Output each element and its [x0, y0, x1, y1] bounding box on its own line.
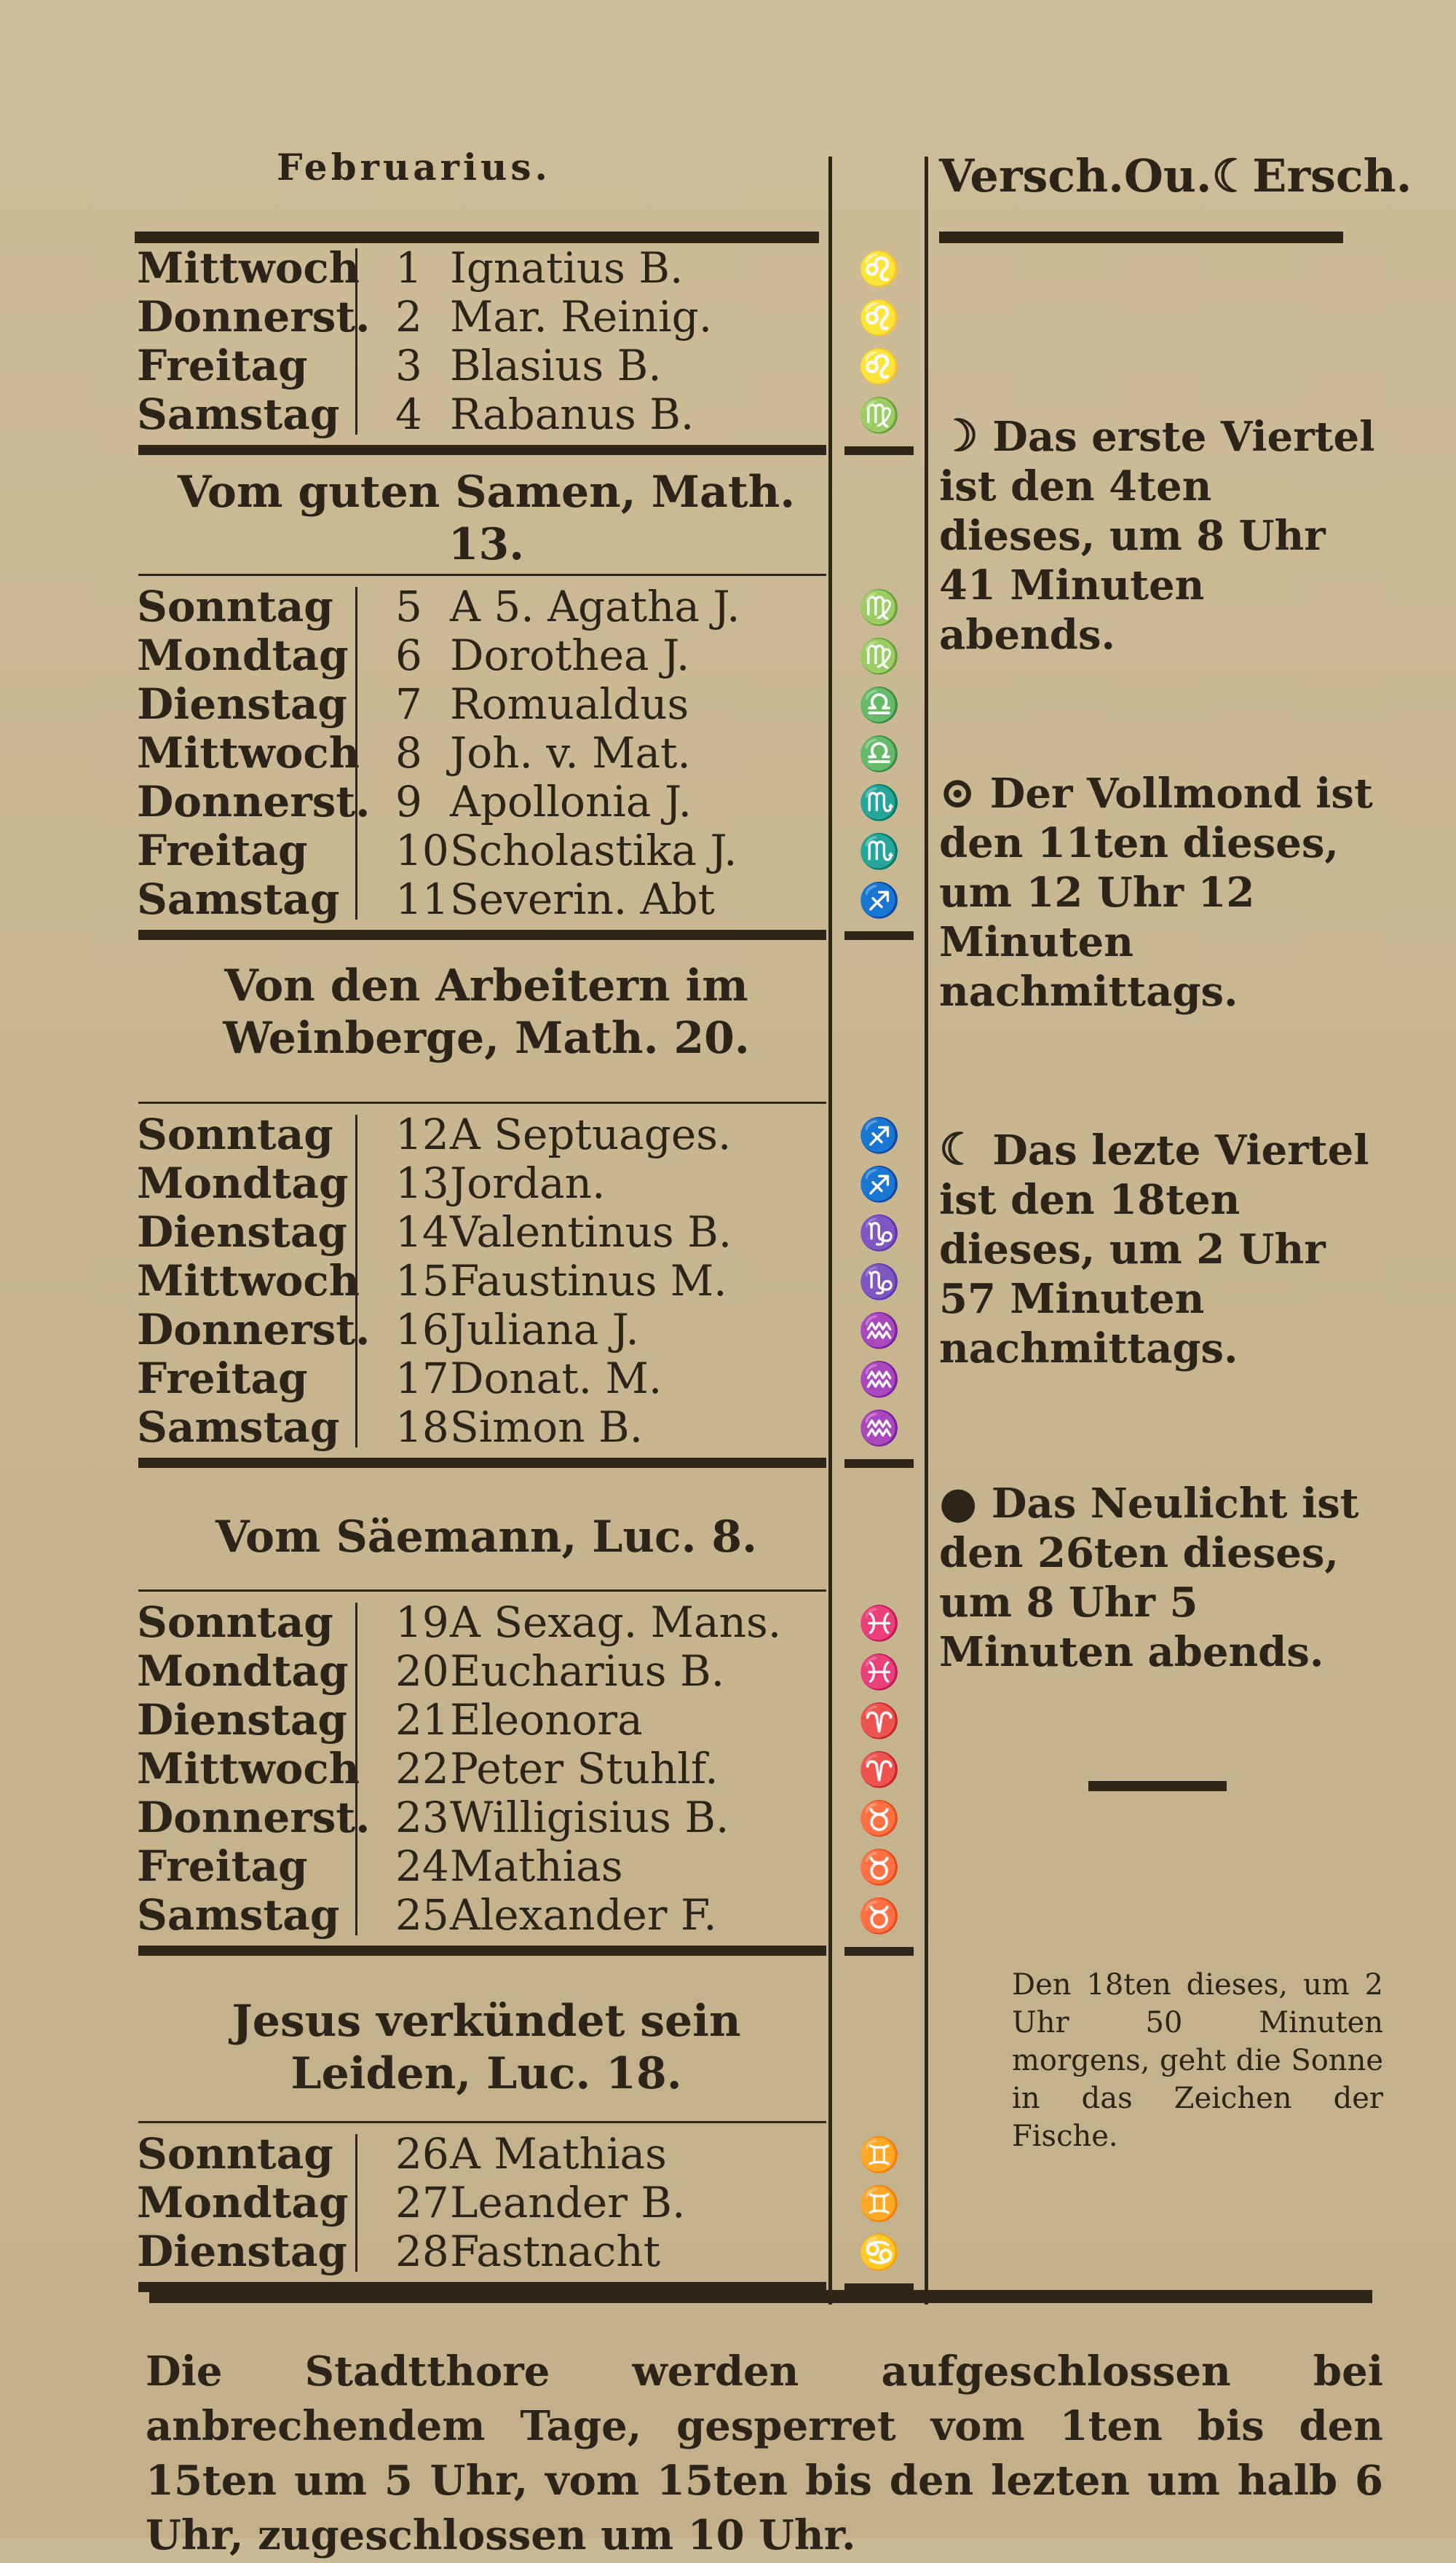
weekday-name: Sonntag [137, 582, 333, 631]
day-row [137, 1354, 828, 1403]
weekday-name: Samstag [137, 1890, 340, 1940]
day-row [137, 1208, 828, 1257]
day-row [137, 2227, 828, 2276]
zodiac-sign-icon: ♉ [858, 1896, 901, 1935]
saint-name: Rabanus B. [450, 390, 695, 439]
day-number: 13 [395, 1158, 449, 1208]
day-number: 12 [395, 1110, 449, 1159]
saint-name: Fastnacht [450, 2227, 661, 2276]
day-number: 2 [395, 292, 422, 341]
saint-name: Mathias [450, 1841, 623, 1891]
header-bar-left [135, 232, 819, 243]
zodiac-sign-icon: ♋ [858, 2232, 901, 2272]
full-moon-icon: ⊙ [939, 767, 976, 818]
zodiac-sign-icon: ♓ [858, 1652, 901, 1691]
saint-name: Valentinus B. [450, 1207, 732, 1257]
saint-name: Scholastika J. [450, 826, 737, 875]
day-row [137, 1257, 828, 1306]
zodiac-sign-icon: ♒ [858, 1311, 901, 1350]
week-block [137, 2130, 828, 2276]
zodiac-sign-icon: ♍ [858, 636, 901, 676]
saint-name: A Mathias [450, 2129, 667, 2179]
zodiac-sign-icon: ♓ [858, 1603, 901, 1643]
zodiac-sign-icon: ♍ [858, 588, 901, 627]
day-number: 21 [395, 1695, 449, 1745]
day-number: 28 [395, 2227, 449, 2276]
weekday-name: Mittwoch [137, 728, 360, 778]
saint-name: Juliana J. [450, 1305, 639, 1354]
week-block [137, 1110, 828, 1452]
new-moon-icon: ● [939, 1477, 978, 1528]
gospel-heading: Vom guten Samen, Math. 13. [177, 467, 796, 570]
gospel-underline [138, 2121, 826, 2123]
day-number: 26 [395, 2129, 449, 2179]
day-row [137, 1159, 828, 1208]
phase-text: Das lezte Viertel ist den 18ten dieses, um 2 Uhr 57 Minuten nachmittags. [939, 1126, 1369, 1373]
saint-name: Leander B. [450, 2178, 686, 2227]
day-row [137, 1842, 828, 1891]
day-row [137, 1891, 828, 1940]
day-row [137, 1110, 828, 1159]
weekday-name: Freitag [137, 1354, 308, 1403]
saint-name: A 5. Agatha J. [450, 582, 740, 631]
zodiac-sign-icon: ♌ [858, 249, 901, 288]
weekday-name: Dienstag [137, 1695, 347, 1745]
zodiac-sign-icon: ♎ [858, 734, 901, 773]
weekday-name: Dienstag [137, 1207, 347, 1257]
zodiac-sign-icon: ♊ [858, 2184, 901, 2223]
weekday-name: Dienstag [137, 679, 347, 729]
weekday-name: Dienstag [137, 2227, 347, 2276]
gospel-heading: Jesus verkündet sein Leiden, Luc. 18. [232, 1996, 741, 2099]
weekday-name: Mondtag [137, 1646, 349, 1696]
day-row [137, 341, 828, 390]
day-number: 11 [395, 874, 449, 924]
gospel-underline [138, 574, 826, 576]
phase-text: Das erste Viertel ist den 4ten dieses, um 8 Uhr 41 Minuten abends. [939, 413, 1375, 659]
phase-new-moon [939, 1478, 1376, 1677]
saint-name: A Septuages. [450, 1110, 732, 1159]
zodiac-sign-icon: ♎ [858, 685, 901, 724]
day-row [137, 1403, 828, 1452]
gospel-heading: Vom Säemann, Luc. 8. [215, 1512, 757, 1563]
saint-name: Apollonia J. [450, 777, 692, 826]
saint-name: Joh. v. Mat. [450, 728, 691, 778]
right-column-rule [925, 157, 928, 2305]
weekday-name: Freitag [137, 1841, 308, 1891]
gospel-underline [138, 1589, 826, 1592]
zodiac-sign-icon: ♈ [858, 1750, 901, 1789]
weekday-name: Mittwoch [137, 243, 360, 293]
saint-name: Ignatius B. [450, 243, 684, 293]
day-row [137, 582, 828, 631]
day-number: 4 [395, 390, 422, 439]
phase-last-quarter [939, 1125, 1376, 1373]
weekday-name: Donnerst. [137, 292, 371, 341]
weekday-name: Donnerst. [137, 1305, 371, 1354]
weekday-name: Samstag [137, 390, 340, 439]
gospel-underline [138, 1102, 826, 1104]
day-row [137, 244, 828, 293]
week-block [137, 244, 828, 439]
weekday-name: Sonntag [137, 2129, 333, 2179]
month-title: Februarius. [277, 146, 551, 189]
day-number: 18 [395, 1402, 449, 1452]
week-block [137, 582, 828, 924]
day-number: 16 [395, 1305, 449, 1354]
weekday-name: Mondtag [137, 631, 349, 680]
day-row [137, 729, 828, 778]
day-number: 9 [395, 777, 422, 826]
day-row [137, 1598, 828, 1647]
saint-name: Jordan. [450, 1158, 606, 1208]
footer-bar [149, 2290, 1372, 2303]
day-row [137, 1696, 828, 1745]
zodiac-sign-icon: ♏ [858, 832, 901, 871]
day-row [137, 1745, 828, 1793]
weekday-name: Donnerst. [137, 777, 371, 826]
week-end-bar [138, 445, 826, 455]
gospel-heading: Von den Arbeitern im Weinberge, Math. 20. [223, 960, 750, 1064]
weekday-name: Mittwoch [137, 1256, 360, 1306]
day-number: 7 [395, 679, 422, 729]
zodiac-sign-icon: ♉ [858, 1798, 901, 1838]
header-bar-right [939, 232, 1343, 243]
phase-first-quarter [939, 411, 1376, 660]
day-row [137, 390, 828, 439]
day-row [137, 293, 828, 341]
saint-name: Faustinus M. [450, 1256, 727, 1306]
phase-divider [1088, 1781, 1227, 1791]
day-row [137, 680, 828, 729]
week-block [137, 1598, 828, 1940]
day-row [137, 631, 828, 680]
day-number: 19 [395, 1598, 449, 1647]
saint-name: Eleonora [450, 1695, 643, 1745]
saint-name: Willigisius B. [450, 1793, 729, 1842]
zodiac-sign-icon: ♐ [858, 1164, 901, 1204]
saint-name: Blasius B. [450, 341, 662, 390]
zodiac-sign-icon: ♈ [858, 1701, 901, 1740]
saint-name: Alexander F. [450, 1890, 717, 1940]
saint-name: A Sexag. Mans. [450, 1598, 782, 1647]
weekday-name: Samstag [137, 874, 340, 924]
weekday-name: Mittwoch [137, 1744, 360, 1793]
day-number: 1 [395, 243, 422, 293]
city-gates-note: Die Stadtthore werden aufgeschlossen bei anbrechendem Tage, gesperret vom 1ten bis den 15ten um 5 Uhr, vom 15ten bis den lezten um halb 6 Uhr, zugeschlossen um 10 Uhr. [146, 2347, 1383, 2559]
zodiac-sign-icon: ♐ [858, 880, 901, 920]
phase-full-moon [939, 768, 1376, 1016]
sign-column-bar [844, 931, 914, 940]
day-number: 3 [395, 341, 422, 390]
zodiac-sign-icon: ♍ [858, 395, 901, 435]
zodiac-sign-icon: ♒ [858, 1408, 901, 1448]
sign-column-bar [844, 446, 914, 455]
day-row [137, 2130, 828, 2179]
moon-column-heading: Versch.Ou.☾Ersch. [939, 149, 1412, 202]
zodiac-sign-icon: ♒ [858, 1359, 901, 1399]
day-number: 5 [395, 582, 422, 631]
day-number: 10 [395, 826, 449, 875]
saint-name: Romualdus [450, 679, 689, 729]
saint-name: Severin. Abt [450, 874, 715, 924]
weekday-name: Mondtag [137, 2178, 349, 2227]
zodiac-sign-icon: ♌ [858, 298, 901, 337]
last-quarter-icon: ☾ [939, 1124, 978, 1175]
saint-name: Donat. M. [450, 1354, 662, 1403]
week-end-bar [138, 1946, 826, 1956]
day-number: 20 [395, 1646, 449, 1696]
day-row [137, 1793, 828, 1842]
zodiac-sign-icon: ♉ [858, 1847, 901, 1887]
day-number: 24 [395, 1841, 449, 1891]
phase-text: Der Vollmond ist den 11ten dieses, um 12 Uhr 12 Minuten nachmittags. [939, 770, 1373, 1016]
weekday-name: Sonntag [137, 1598, 333, 1647]
day-row [137, 826, 828, 875]
weekday-name: Donnerst. [137, 1793, 371, 1842]
weekday-name: Freitag [137, 826, 308, 875]
day-number: 17 [395, 1354, 449, 1403]
weekday-name: Sonntag [137, 1110, 333, 1159]
weekday-name: Mondtag [137, 1158, 349, 1208]
day-row [137, 778, 828, 826]
week-end-bar [138, 930, 826, 940]
day-number: 8 [395, 728, 422, 778]
day-row [137, 1647, 828, 1696]
week-end-bar [138, 1458, 826, 1468]
day-number: 14 [395, 1207, 449, 1257]
zodiac-sign-icon: ♏ [858, 783, 901, 822]
day-number: 23 [395, 1793, 449, 1842]
day-number: 22 [395, 1744, 449, 1793]
saint-name: Peter Stuhlf. [450, 1744, 719, 1793]
day-row [137, 2179, 828, 2227]
zodiac-sign-icon: ♊ [858, 2135, 901, 2174]
day-row [137, 1306, 828, 1354]
sign-column-bar [844, 1459, 914, 1468]
sun-entry-note: Den 18ten dieses, um 2 Uhr 50 Minuten morgens, geht die Sonne in das Zeichen der Fische. [1012, 1968, 1383, 2153]
zodiac-sign-icon: ♌ [858, 347, 901, 386]
zodiac-sign-icon: ♑ [858, 1213, 901, 1252]
saint-name: Eucharius B. [450, 1646, 724, 1696]
first-quarter-icon: ☽ [939, 411, 978, 462]
weekday-name: Freitag [137, 341, 308, 390]
day-number: 27 [395, 2178, 449, 2227]
day-row [137, 875, 828, 924]
saint-name: Simon B. [450, 1402, 644, 1452]
weekday-name: Samstag [137, 1402, 340, 1452]
saint-name: Mar. Reinig. [450, 292, 713, 341]
saint-name: Dorothea J. [450, 631, 690, 680]
day-number: 6 [395, 631, 422, 680]
sign-column-bar [844, 1947, 914, 1956]
day-number: 25 [395, 1890, 449, 1940]
day-number: 15 [395, 1256, 449, 1306]
zodiac-sign-icon: ♑ [858, 1262, 901, 1301]
zodiac-sign-icon: ♐ [858, 1115, 901, 1155]
phase-text: Das Neulicht ist den 26ten dieses, um 8 Uhr 5 Minuten abends. [939, 1480, 1359, 1676]
